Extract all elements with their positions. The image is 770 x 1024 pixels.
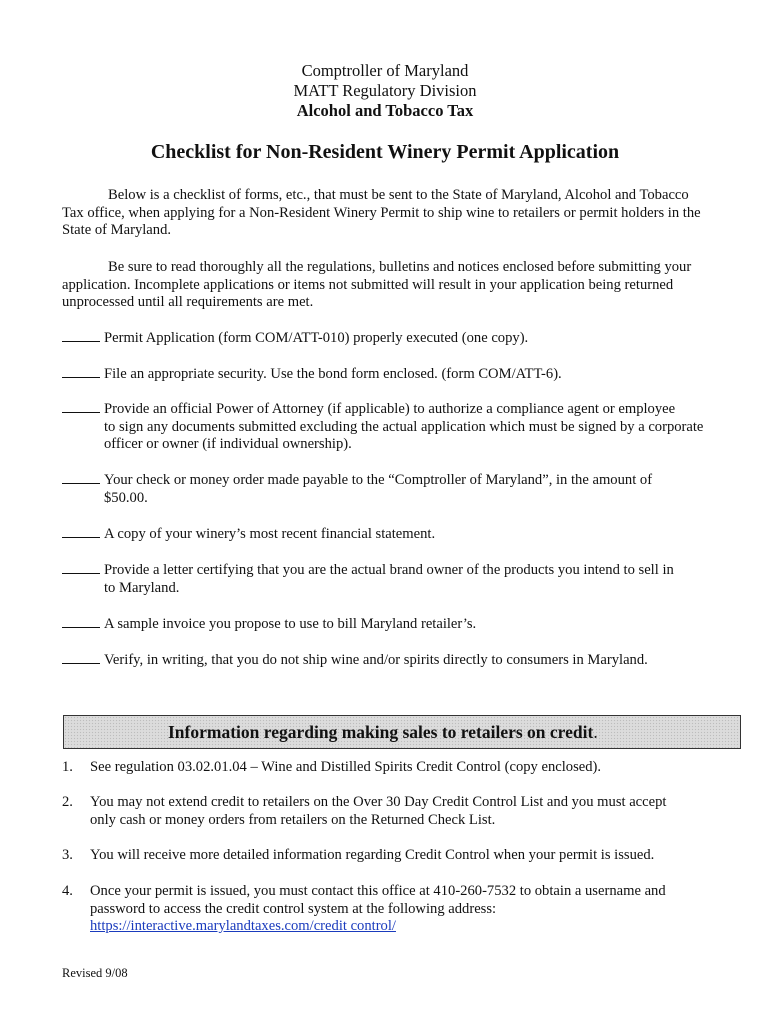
checklist-item	[62, 652, 712, 670]
checkbox-blank[interactable]	[62, 562, 100, 574]
credit-item-text: You will receive more detailed information regarding Credit Control when your permit is issued.	[90, 847, 655, 863]
credit-item	[62, 794, 712, 829]
credit-info-heading-text: Information regarding making sales to retailers on credit	[168, 722, 594, 742]
division-name: MATT Regulatory Division	[293, 81, 477, 100]
credit-info-heading	[63, 715, 741, 749]
credit-info-heading-period: .	[593, 722, 598, 742]
checklist-text: File an appropriate security. Use the bond form enclosed. (form COM/ATT-6).	[104, 366, 562, 382]
checklist-text: Provide a letter certifying that you are the actual brand owner of the products you intend to sell in	[104, 562, 674, 578]
document-title: Checklist for Non-Resident Winery Permit Application	[150, 141, 620, 163]
checklist-text: A copy of your winery’s most recent financial statement.	[104, 526, 436, 542]
credit-item-text: Once your permit is issued, you must contact this office at 410-260-7532 to obtain a username and	[90, 883, 666, 899]
checklist-text: A sample invoice you propose to use to bill Maryland retailer’s.	[104, 616, 477, 632]
checklist-item	[62, 401, 712, 454]
credit-item-number: 2.	[62, 794, 73, 810]
document-header	[0, 61, 770, 121]
office-name: Alcohol and Tobacco Tax	[296, 101, 474, 120]
checklist-item	[62, 526, 712, 544]
intro-text-2: Be sure to read thoroughly all the regulations, bulletins and notices enclosed before submitting your application. Incomplete applications or items not submitted will result in your application being returned unprocessed until all requirements are met.	[62, 259, 692, 311]
checkbox-blank[interactable]	[62, 366, 100, 378]
credit-item-text-cont: password to access the credit control system at the following address:	[90, 900, 497, 917]
credit-item-text: See regulation 03.02.01.04 – Wine and Distilled Spirits Credit Control (copy enclosed).	[90, 759, 602, 775]
intro-paragraph-1	[62, 187, 710, 240]
credit-item-number: 4.	[62, 883, 73, 899]
checkbox-blank[interactable]	[62, 652, 100, 664]
credit-link-wrap	[62, 918, 712, 936]
checklist-item	[62, 562, 712, 597]
credit-item-text-cont: only cash or money orders from retailers on the Returned Check List.	[90, 811, 496, 828]
checkbox-blank[interactable]	[62, 401, 100, 413]
intro-paragraph-2	[62, 259, 710, 312]
checkbox-blank[interactable]	[62, 526, 100, 538]
checkbox-blank[interactable]	[62, 616, 100, 628]
checkbox-blank[interactable]	[62, 472, 100, 484]
checklist-text: Provide an official Power of Attorney (if applicable) to authorize a compliance agent or employee	[104, 401, 676, 417]
agency-name: Comptroller of Maryland	[301, 61, 469, 80]
checklist-item	[62, 366, 712, 384]
checklist-item	[62, 616, 712, 634]
checklist-text-cont: $50.00.	[104, 489, 148, 506]
checklist-text: Your check or money order made payable to the “Comptroller of Maryland”, in the amount of	[104, 472, 653, 488]
checklist-item	[62, 472, 712, 507]
credit-item-text: You may not extend credit to retailers on the Over 30 Day Credit Control List and you must accept	[90, 794, 667, 810]
checklist-text-cont: to sign any documents submitted excluding the actual application which must be signed by a corporate officer or owner (if individual ownership).	[104, 418, 704, 453]
credit-item	[62, 759, 712, 777]
credit-item-number: 3.	[62, 847, 73, 863]
checklist-text-cont: to Maryland.	[104, 579, 180, 596]
checklist-text: Verify, in writing, that you do not ship wine and/or spirits directly to consumers in Maryland.	[104, 652, 648, 668]
intro-text-1: Below is a checklist of forms, etc., that must be sent to the State of Maryland, Alcohol and Tobacco Tax office, when applying for a Non-Resident Winery Permit to ship wine to retailers or permit holders in the State of Maryland.	[62, 187, 701, 239]
checklist-text: Permit Application (form COM/ATT-010) properly executed (one copy).	[104, 330, 529, 346]
credit-control-link[interactable]: https://interactive.marylandtaxes.com/credit control/	[90, 918, 396, 935]
revision-note: Revised 9/08	[62, 966, 128, 980]
checklist-item	[62, 330, 712, 348]
credit-item	[62, 883, 712, 936]
credit-item-number: 1.	[62, 759, 73, 775]
credit-item	[62, 847, 712, 865]
checkbox-blank[interactable]	[62, 330, 100, 342]
